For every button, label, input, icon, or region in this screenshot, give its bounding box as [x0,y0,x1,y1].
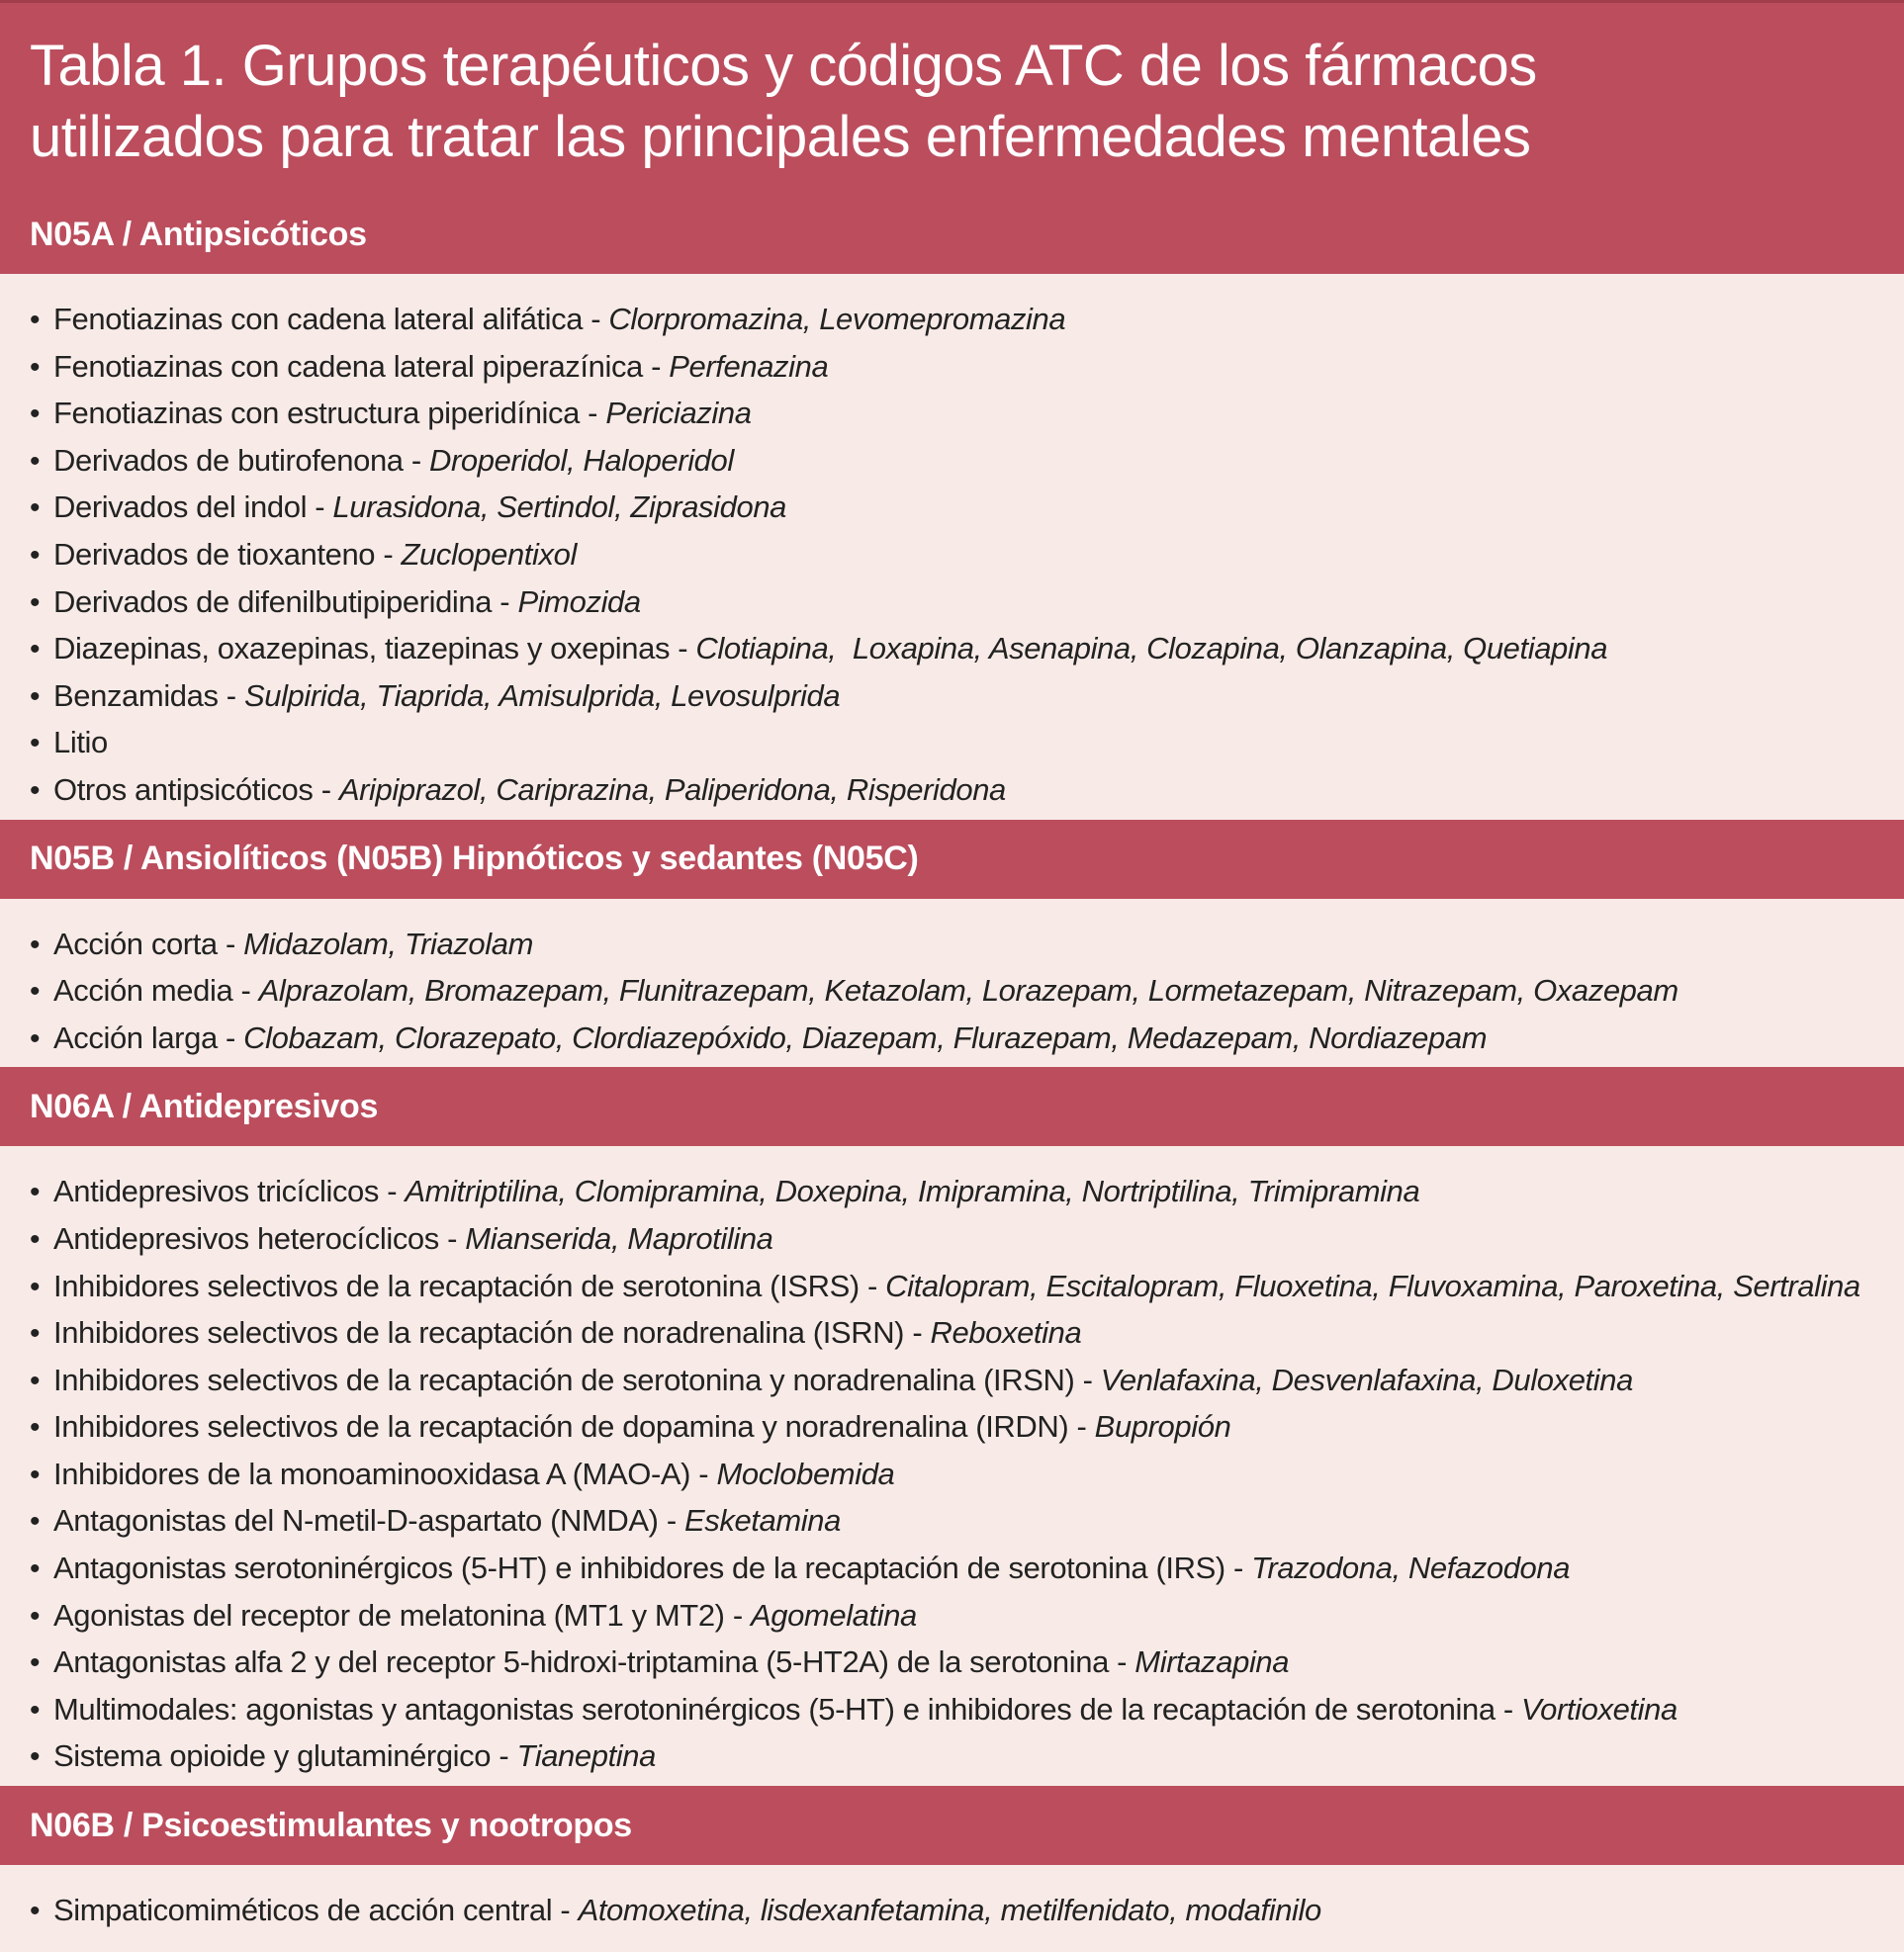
bullet-icon: • [30,928,41,961]
therapeutic-group: Multimodales: agonistas y antagonistas serotoninérgicos (5-HT) e inhibidores de la recaptación de serotonina [53,1691,1496,1727]
separator: - [552,1893,579,1928]
drug-names: Clorpromazina, Levomepromazina [608,302,1066,336]
bullet-icon: • [30,1505,41,1539]
drug-names: Citalopram, Escitalopram, Fluoxetina, Fluvoxamina, Paroxetina, Sertralina [885,1268,1860,1303]
separator: - [579,396,606,431]
drug-names: Atomoxetina, lisdexanfetamina, metilfenidato, modafinilo [578,1893,1321,1928]
bullet-icon: • [30,679,41,713]
therapeutic-group: Diazepinas, oxazepinas, tiazepinas y oxepinas [53,631,671,666]
list-item [30,1497,1904,1545]
drug-names: Tianeptina [516,1738,656,1774]
bullet-icon: • [30,1176,41,1209]
bullet-icon: • [30,633,41,666]
therapeutic-group: Antagonistas serotoninérgicos (5-HT) e inhibidores de la recaptación de serotonina (IRS) [53,1551,1225,1586]
therapeutic-group: Inhibidores selectivos de la recaptación de dopamina y noradrenalina (IRDN) [53,1409,1069,1445]
bullet-icon: • [30,491,41,525]
separator: - [313,771,339,807]
section-list-n06a [0,1146,1904,1786]
bullet-icon: • [30,1646,41,1680]
drug-names: Venlafaxina, Desvenlafaxina, Duloxetina [1100,1362,1633,1397]
separator: - [217,1020,244,1055]
table-title-line-1: Tabla 1. Grupos terapéuticos y códigos ATC de los fármacos [30,34,1537,98]
list-item [30,1732,1904,1780]
bullet-icon: • [30,538,41,572]
therapeutic-group: Acción media [53,973,233,1009]
therapeutic-group: Derivados del indol [53,489,308,525]
drug-names: Clotiapina, Loxapina, Asenapina, Clozapina, Olanzapina, Quetiapina [695,631,1608,666]
list-item [30,1887,1904,1934]
separator: - [492,583,518,619]
bullet-icon: • [30,398,41,431]
section-list-n06b [0,1865,1904,1940]
therapeutic-group: Derivados de tioxanteno [53,536,376,572]
drug-names: Trazodona, Nefazodona [1251,1551,1571,1586]
separator: - [218,677,244,713]
drug-names: Mirtazapina [1134,1644,1290,1680]
separator: - [904,1315,931,1351]
list-item [30,1168,1904,1215]
bullet-icon: • [30,1553,41,1586]
therapeutic-group: Derivados de butirofenona [53,442,404,478]
list-item [30,1545,1904,1592]
list-item [30,1015,1904,1062]
separator: - [379,1174,406,1209]
separator: - [375,536,402,572]
drug-names: Droperidol, Haloperidol [429,442,734,478]
therapeutic-group: Inhibidores selectivos de la recaptación de serotonina (ISRS) [53,1268,860,1303]
list-item [30,296,1904,343]
table-title-line-2: utilizados para tratar las principales enfermedades mentales [30,105,1531,169]
list-item [30,1403,1904,1451]
bullet-icon: • [30,1599,41,1633]
separator: - [217,926,244,961]
separator: - [491,1738,517,1774]
separator: - [859,1268,886,1303]
list-item [30,1639,1904,1686]
separator: - [232,973,259,1009]
section-header-n06b: N06B / Psicoestimulantes y nootropos [0,1786,1904,1865]
separator: - [1224,1551,1252,1586]
bullet-icon: • [30,1693,41,1727]
therapeutic-group: Benzamidas [53,677,219,713]
therapeutic-group: Inhibidores selectivos de la recaptación de serotonina y noradrenalina (IRSN) [53,1362,1075,1397]
drug-names: Pimozida [517,583,641,619]
separator: - [583,302,609,336]
list-item [30,672,1904,720]
drug-names: Perfenazina [669,348,829,384]
list-item [30,921,1904,968]
list-item [30,437,1904,485]
list-item [30,1215,1904,1263]
therapeutic-group: Antidepresivos tricíclicos [53,1174,379,1209]
list-item [30,1451,1904,1498]
therapeutic-group: Antagonistas alfa 2 y del receptor 5-hidroxi-triptamina (5-HT2A) de la serotonina [53,1644,1109,1680]
therapeutic-group: Litio [53,725,108,760]
separator: - [670,631,696,666]
bullet-icon: • [30,975,41,1009]
bullet-icon: • [30,1364,41,1397]
drug-names: Vortioxetina [1521,1691,1677,1727]
list-item [30,578,1904,626]
separator: - [642,348,670,384]
list-item [30,766,1904,814]
separator: - [1108,1644,1135,1680]
therapeutic-group: Sistema opioide y glutaminérgico [53,1738,492,1774]
therapeutic-group: Derivados de difenilbutipiperidina [53,583,493,619]
list-item [30,484,1904,531]
drug-names: Moclobemida [716,1456,895,1491]
list-item [30,1263,1904,1310]
bullet-icon: • [30,1317,41,1351]
drug-names: Aripiprazol, Cariprazina, Paliperidona, Risperidona [338,771,1006,807]
list-item [30,390,1904,437]
therapeutic-group: Inhibidores de la monoaminooxidasa A (MAO-A) [53,1456,691,1491]
separator: - [658,1503,684,1539]
therapeutic-group: Fenotiazinas con cadena lateral piperazínica [53,348,643,384]
list-item [30,531,1904,578]
bullet-icon: • [30,585,41,619]
bullet-icon: • [30,350,41,384]
drug-names: Amitriptilina, Clomipramina, Doxepina, Imipramina, Nortriptilina, Trimipramina [405,1174,1420,1209]
bullet-icon: • [30,444,41,478]
section-list-n05b [0,899,1904,1068]
bullet-icon: • [30,1411,41,1445]
bullet-icon: • [30,727,41,760]
therapeutic-group: Inhibidores selectivos de la recaptación de noradrenalina (ISRN) [53,1315,905,1351]
drug-names: Clobazam, Clorazepato, Clordiazepóxido, Diazepam, Flurazepam, Medazepam, Nordiazepam [243,1020,1488,1055]
drug-names: Alprazolam, Bromazepam, Flunitrazepam, Ketazolam, Lorazepam, Lormetazepam, Nitrazepam, Oxazepam [258,973,1678,1009]
drug-names: Agomelatina [750,1597,917,1633]
therapeutic-group: Antagonistas del N-metil-D-aspartato (NMDA) [53,1503,659,1539]
bullet-icon: • [30,304,41,336]
therapeutic-group: Acción larga [53,1020,218,1055]
bullet-icon: • [30,1021,41,1055]
list-item [30,1309,1904,1357]
drug-names: Sulpirida, Tiaprida, Amisulprida, Levosulprida [243,677,841,713]
separator: - [403,442,429,478]
list-item [30,1686,1904,1733]
list-item [30,343,1904,391]
section-header-n06a: N06A / Antidepresivos [0,1067,1904,1146]
therapeutic-group: Otros antipsicóticos [53,771,314,807]
separator: - [1495,1691,1522,1727]
bullet-icon: • [30,1222,41,1256]
list-item [30,1592,1904,1640]
therapeutic-group: Fenotiazinas con estructura piperidínica [53,396,580,431]
bullet-icon: • [30,1270,41,1303]
bullet-icon: • [30,1458,41,1491]
separator: - [1074,1362,1101,1397]
section-header-n05b: N05B / Ansiolíticos (N05B) Hipnóticos y sedantes (N05C) [0,820,1904,899]
therapeutic-group: Agonistas del receptor de melatonina (MT1 y MT2) [53,1597,725,1633]
drug-names: Zuclopentixol [401,536,577,572]
separator: - [438,1220,466,1256]
list-item [30,625,1904,672]
bullet-icon: • [30,1740,41,1774]
bullet-icon: • [30,773,41,807]
section-header-n05a: N05A / Antipsicóticos [0,195,1904,274]
list-item [30,719,1904,766]
drug-names: Reboxetina [930,1315,1082,1351]
list-item [30,967,1904,1015]
bullet-icon: • [30,1895,41,1928]
table-title-band [0,0,1904,195]
separator: - [690,1456,717,1491]
therapeutic-group: Acción corta [53,926,218,961]
drug-names: Esketamina [683,1503,841,1539]
therapeutic-group: Fenotiazinas con cadena lateral alifática [53,302,584,336]
separator: - [307,489,333,525]
drug-names: Bupropión [1094,1409,1231,1445]
drug-names: Periciazina [605,396,752,431]
drug-names: Midazolam, Triazolam [243,926,534,961]
drug-names: Lurasidona, Sertindol, Ziprasidona [332,489,786,525]
therapeutic-group: Antidepresivos heterocíclicos [53,1220,439,1256]
separator: - [724,1597,751,1633]
section-list-n05a [0,274,1904,820]
separator: - [1068,1409,1095,1445]
drug-names: Mianserida, Maprotilina [465,1220,773,1256]
therapeutic-group: Simpaticomiméticos de acción central [53,1893,553,1928]
list-item [30,1357,1904,1404]
